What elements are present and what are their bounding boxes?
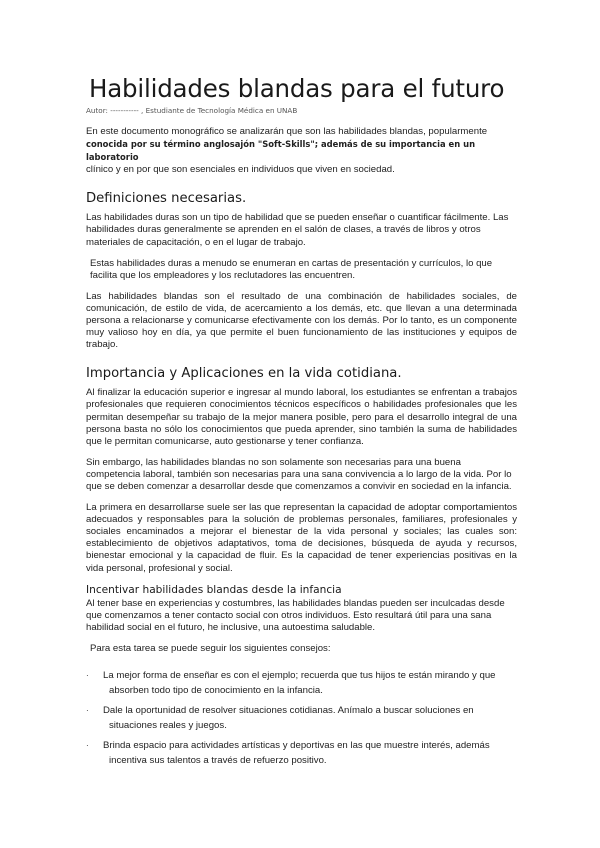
tip-line-2: incentiva sus talentos a través de refuerzo positivo. (109, 754, 327, 766)
list-item (86, 739, 517, 768)
paragraph-hard-skills: Las habilidades duras son un tipo de habilidad que se pueden enseñar o cuantificar fácilmente. Las habilidades duras generalmente se aprenden en el salón de clases, a través de libros y otros materiales de capacitación, o en el lugar de trabajo. (86, 212, 509, 248)
intro-text-1: En este documento monográfico se analizarán que son las habilidades blandas, popularmente (86, 126, 488, 137)
paragraph-hard-skills-listing: Estas habilidades duras a menudo se enumeran en cartas de presentación y currículos, lo que facilita que los empleadores y los reclutadores las encuentren. (90, 257, 493, 281)
paragraph-tips-intro: Para esta tarea se puede seguir los siguientes consejos: (90, 642, 331, 654)
tip-line-1: Dale la oportunidad de resolver situaciones cotidianas. Anímalo a buscar soluciones en (103, 705, 474, 716)
paragraph-soft-skills: Las habilidades blandas son el resultado de una combinación de habilidades sociales, de comunicación, de estilo de vida, de acercamiento a los demás, etc. que llevan a una determinada persona a relacionarse y comunicarse efectivamente con los demás. Por lo tanto, es un componente muy valioso hoy en día, ya que permite el buen funcionamiento de las instituciones y equipos de trabajo. (86, 290, 517, 351)
tip-line-2: situaciones reales y juegos. (109, 719, 227, 731)
bullet-icon: · (86, 706, 89, 715)
bullet-icon: · (86, 741, 89, 750)
paragraph-childhood: Al tener base en experiencias y costumbres, las habilidades blandas pueden ser inculcadas desde que comenzamos a tener contacto social con otros individuos. Esto resultará útil para una sana habilidad social en el futuro, he inclusive, una autoestima saludable. (86, 597, 505, 633)
section-heading-definitions: Definiciones necesarias. (86, 191, 247, 207)
list-item (86, 669, 517, 698)
author-line: Autor: ----------- , Estudiante de Tecnología Médica en UNAB (86, 106, 298, 115)
document-title: Habilidades blandas para el futuro (89, 74, 505, 103)
paragraph-coexistence: Sin embargo, las habilidades blandas no son solamente son necesarias para una buena competencia laboral, también son necesarias para una sana convivencia a lo largo de la vida. Por lo que se deben comenzar a desarrollar desde que comenzamos a convivir en sociedad en la infancia. (86, 456, 512, 492)
paragraph-higher-education: Al finalizar la educación superior e ingresar al mundo laboral, los estudiantes se enfrentan a trabajos profesionales que requieren conocimientos técnicos específicos o habilidades profesionales que les permitan desempeñar su trabajo de la mejor manera posible, pero para el desarrollo integral de una persona basta no sólo los conocimientos que pueda aprender, sino también la suma de habilidades que le permitan comunicarse, auto gestionarse y tener confianza. (86, 387, 517, 447)
intro-paragraph (86, 126, 517, 176)
tip-line-2: absorben todo tipo de conocimiento en la infancia. (109, 684, 323, 696)
tip-line-1: La mejor forma de enseñar es con el ejemplo; recuerda que tus hijos te están mirando y que (103, 670, 496, 681)
section-heading-importance: Importancia y Aplicaciones en la vida cotidiana. (86, 366, 402, 382)
list-item (86, 704, 517, 733)
tip-line-1: Brinda espacio para actividades artísticas y deportivas en las que muestre interés, además (103, 740, 490, 751)
intro-text-3: clínico y en por que son esenciales en individuos que viven en sociedad. (86, 164, 395, 176)
tips-list (86, 669, 517, 768)
paragraph-first-skills: La primera en desarrollarse suele ser las que representan la capacidad de adoptar comportamientos adecuados y responsables para la solución de problemas personales, familiares, profesionales y sociales encaminados a mejorar el bienestar de la vida personal y sociales; las cuales son: establecimiento de objetivos adaptativos, toma de decisiones, búsqueda de ayuda y recursos, bienestar emocional y la capacidad de fluir. Es la capacidad de tener experiencias positivas en la vida personal, profesional y social. (86, 502, 517, 574)
bullet-icon: · (86, 671, 89, 680)
section-heading-childhood: Incentivar habilidades blandas desde la infancia (86, 583, 342, 596)
intro-text-2: conocida por su término anglosajón "Soft-Skills"; además de su importancia en un laboratorio (86, 139, 476, 163)
